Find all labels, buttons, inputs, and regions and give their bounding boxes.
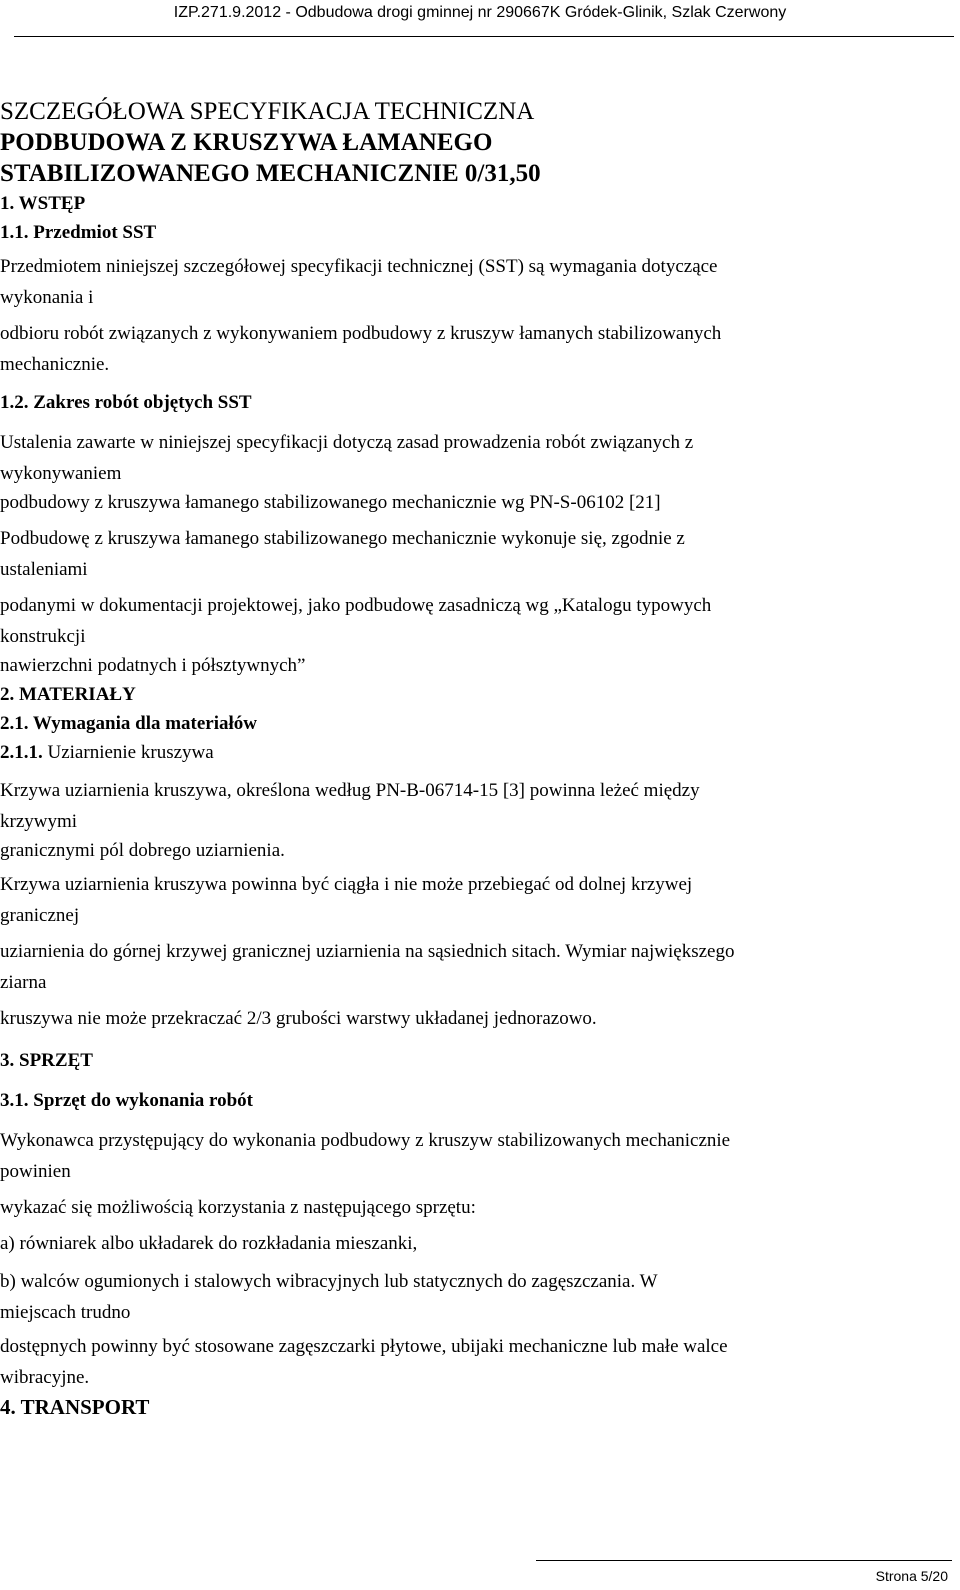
para-line: wykonywaniem [0, 463, 122, 484]
section-1-2-heading: 1.2. Zakres robót objętych SST [0, 392, 252, 413]
para-line: wykonania i [0, 287, 94, 308]
section-3-1-heading: 3.1. Sprzęt do wykonania robót [0, 1090, 254, 1111]
section-1-heading: 1. WSTĘP [0, 193, 86, 214]
para-line: granicznej [0, 905, 80, 926]
para-line: Wykonawca przystępujący do wykonania podbudowy z kruszyw stabilizowanych mechanicznie [0, 1130, 731, 1151]
para-line: odbioru robót związanych z wykonywaniem podbudowy z kruszyw łamanych stabilizowanych [0, 323, 722, 344]
para-line: podanymi w dokumentacji projektowej, jako podbudowę zasadniczą wg „Katalogu typowych [0, 595, 712, 616]
para-line: mechanicznie. [0, 354, 110, 375]
page-number: Strona 5/20 [875, 1568, 948, 1584]
doc-title-line-1: SZCZEGÓŁOWA SPECYFIKACJA TECHNICZNA [0, 98, 535, 125]
para-line: ustaleniami [0, 559, 88, 580]
para-line: Przedmiotem niniejszej szczegółowej specyfikacji technicznej (SST) są wymagania dotyczące [0, 256, 718, 277]
para-line: miejscach trudno [0, 1302, 131, 1323]
para-line: Ustalenia zawarte w niniejszej specyfikacji dotyczą zasad prowadzenia robót związanych z [0, 432, 694, 453]
para-line: dostępnych powinny być stosowane zagęszczarki płytowe, ubijaki mechaniczne lub małe walce [0, 1336, 728, 1357]
para-line: uziarnienia do górnej krzywej granicznej uziarnienia na sąsiednich sitach. Wymiar największego [0, 941, 735, 962]
list-item: b) walców ogumionych i stalowych wibracyjnych lub statycznych do zagęszczania. W [0, 1271, 658, 1292]
para-line: powinien [0, 1161, 71, 1182]
section-1-1-heading: 1.1. Przedmiot SST [0, 222, 157, 243]
para-line: ziarna [0, 972, 47, 993]
header-divider [14, 36, 954, 37]
list-item: a) równiarek albo układarek do rozkładania mieszanki, [0, 1233, 418, 1254]
para-line: krzywymi [0, 811, 78, 832]
section-2-1-1-title: Uziarnienie kruszywa [42, 742, 214, 763]
doc-title-line-3: STABILIZOWANEGO MECHANICZNIE 0/31,50 [0, 160, 541, 187]
section-2-heading: 2. MATERIAŁY [0, 684, 136, 705]
section-4-heading: 4. TRANSPORT [0, 1395, 150, 1419]
para-line: nawierzchni podatnych i półsztywnych” [0, 655, 306, 676]
document-body [0, 96, 950, 1422]
footer-divider [536, 1560, 952, 1561]
section-2-1-1-number: 2.1.1. [0, 742, 43, 763]
para-line: Krzywa uziarnienia kruszywa powinna być ciągła i nie może przebiegać od dolnej krzywej [0, 874, 693, 895]
para-line: Krzywa uziarnienia kruszywa, określona według PN-B-06714-15 [3] powinna leżeć między [0, 780, 700, 801]
para-line: kruszywa nie może przekraczać 2/3 grubości warstwy układanej jednorazowo. [0, 1008, 597, 1029]
para-line: wykazać się możliwością korzystania z następującego sprzętu: [0, 1197, 476, 1218]
doc-title-line-2: PODBUDOWA Z KRUSZYWA ŁAMANEGO [0, 129, 493, 156]
section-3-heading: 3. SPRZĘT [0, 1050, 93, 1071]
para-line: konstrukcji [0, 626, 86, 647]
para-line: Podbudowę z kruszywa łamanego stabilizowanego mechanicznie wykonuje się, zgodnie z [0, 528, 685, 549]
section-2-1-heading: 2.1. Wymagania dla materiałów [0, 713, 258, 734]
section-2-1-1-heading [0, 738, 950, 767]
para-line: granicznymi pól dobrego uziarnienia. [0, 840, 285, 861]
para-line: wibracyjne. [0, 1367, 90, 1388]
para-line: podbudowy z kruszywa łamanego stabilizowanego mechanicznie wg PN-S-06102 [21] [0, 492, 661, 513]
page-header: IZP.271.9.2012 - Odbudowa drogi gminnej nr 290667K Gródek-Glinik, Szlak Czerwony [173, 4, 787, 21]
